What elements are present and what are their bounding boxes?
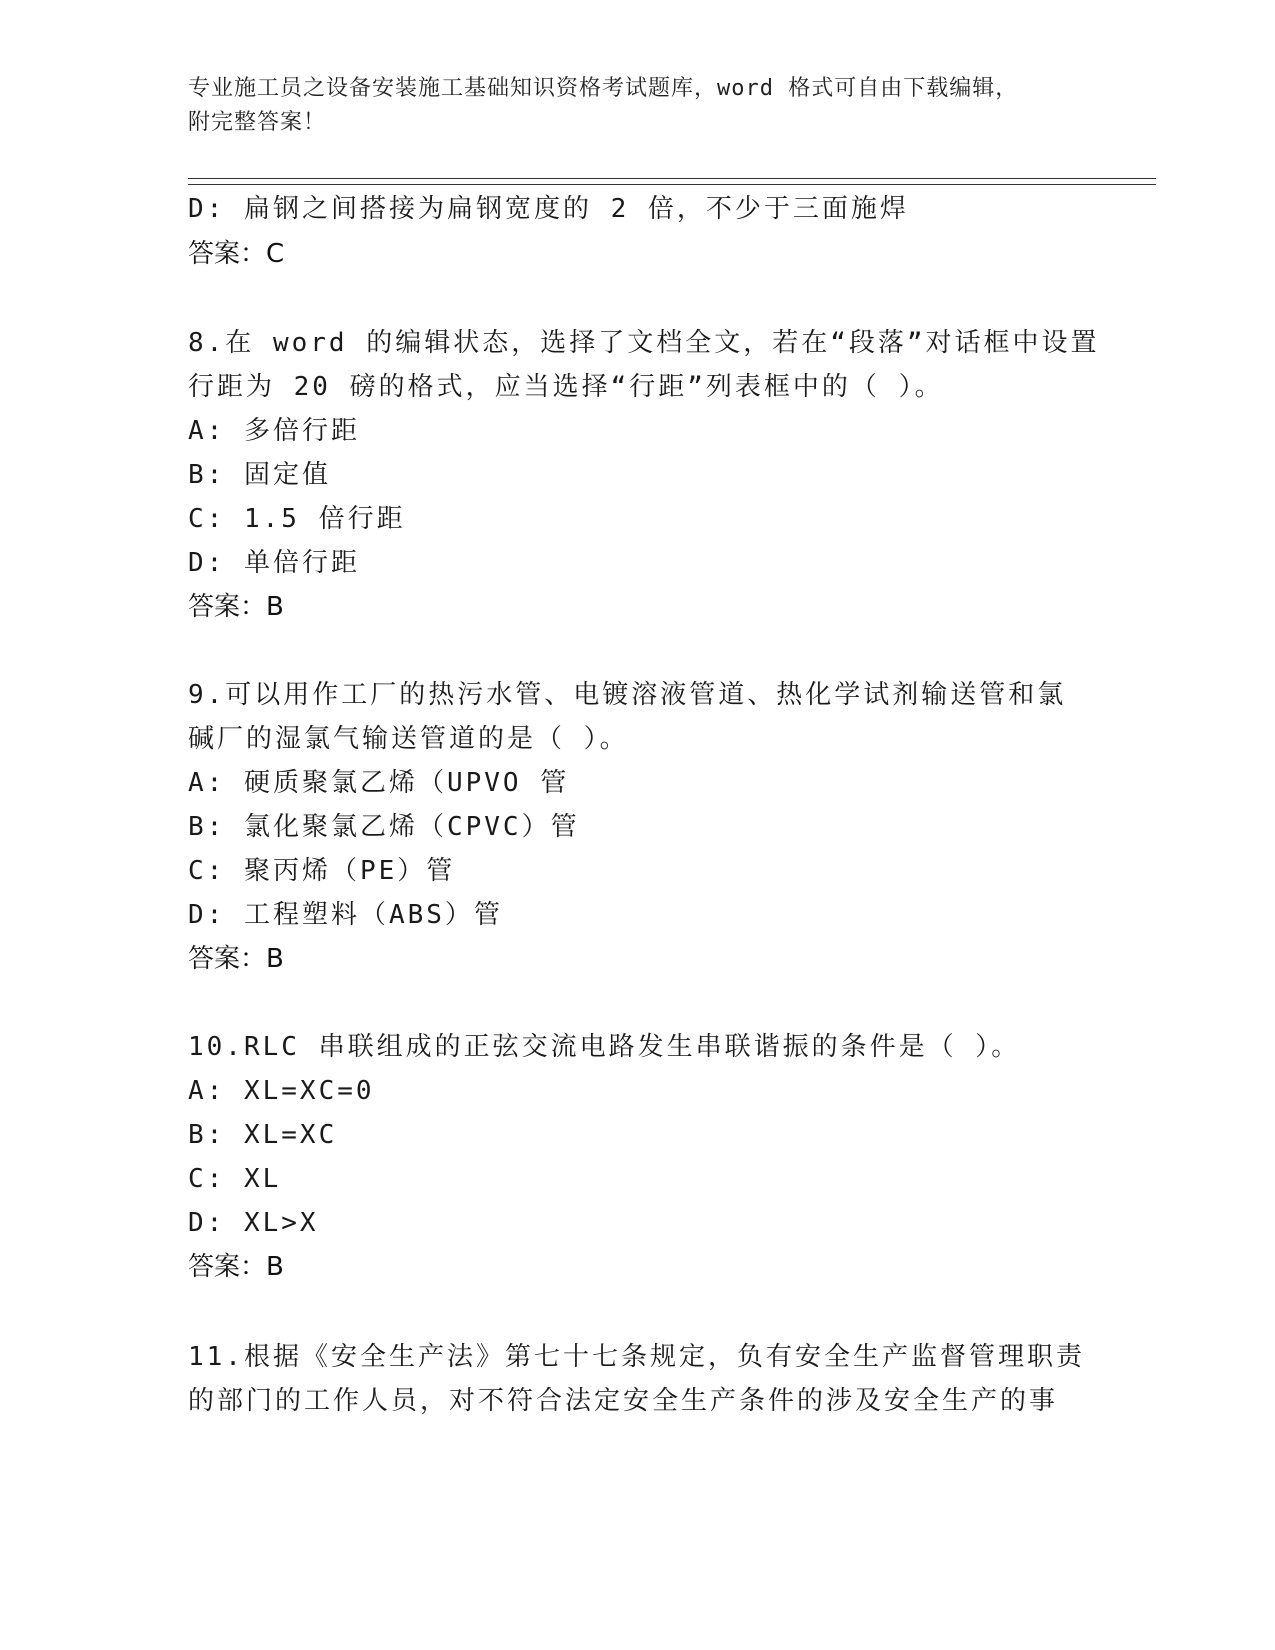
q8-stem-line-2: 行距为 20 磅的格式，应当选择“行距”列表框中的（ ）。 <box>188 372 944 402</box>
q9-option-a: A: 硬质聚氯乙烯（UPVO 管 <box>188 768 570 798</box>
q11-stem-line-2: 的部门的工作人员，对不符合法定安全生产条件的涉及安全生产的事 <box>188 1386 1059 1416</box>
q11-stem-line-1: 11.根据《安全生产法》第七十七条规定，负有安全生产监督管理职责 <box>188 1342 1085 1372</box>
q8-option-a: A: 多倍行距 <box>188 416 360 446</box>
document-header <box>188 72 1088 140</box>
q8-option-d: D: 单倍行距 <box>188 548 360 578</box>
q8-option-b: B: 固定值 <box>188 460 331 490</box>
q9-stem-line-2: 碱厂的湿氯气输送管道的是（ ）。 <box>188 724 629 754</box>
q10-answer: 答案：B <box>188 1252 284 1282</box>
q8-answer: 答案：B <box>188 592 284 622</box>
prev-question-answer: 答案：C <box>188 239 285 269</box>
q10-option-a: A: XL=XC=0 <box>188 1076 375 1106</box>
q9-option-d: D: 工程塑料（ABS）管 <box>188 900 503 930</box>
q9-answer: 答案：B <box>188 944 284 974</box>
q9-stem-line-1: 9.可以用作工厂的热污水管、电镀溶液管道、热化学试剂输送管和氯 <box>188 680 1067 710</box>
q9-option-c: C: 聚丙烯（PE）管 <box>188 856 456 886</box>
header-divider <box>188 178 1156 185</box>
q8-option-c: C: 1.5 倍行距 <box>188 504 406 534</box>
q10-option-d: D: XL>X <box>188 1208 319 1238</box>
q9-option-b: B: 氯化聚氯乙烯（CPVC）管 <box>188 812 580 842</box>
q10-option-c: C: XL <box>188 1164 282 1194</box>
q10-stem-line-1: 10.RLC 串联组成的正弦交流电路发生串联谐振的条件是（ ）。 <box>188 1032 1021 1062</box>
q8-stem-line-1: 8.在 word 的编辑状态，选择了文档全文，若在“段落”对话框中设置 <box>188 328 1100 358</box>
prev-question-option-d: D: 扁钢之间搭接为扁钢宽度的 2 倍，不少于三面施焊 <box>188 194 909 224</box>
q10-option-b: B: XL=XC <box>188 1120 338 1150</box>
header-line-1: 专业施工员之设备安装施工基础知识资格考试题库，word 格式可自由下载编辑， <box>188 76 1019 101</box>
header-line-2: 附完整答案！ <box>188 110 327 135</box>
